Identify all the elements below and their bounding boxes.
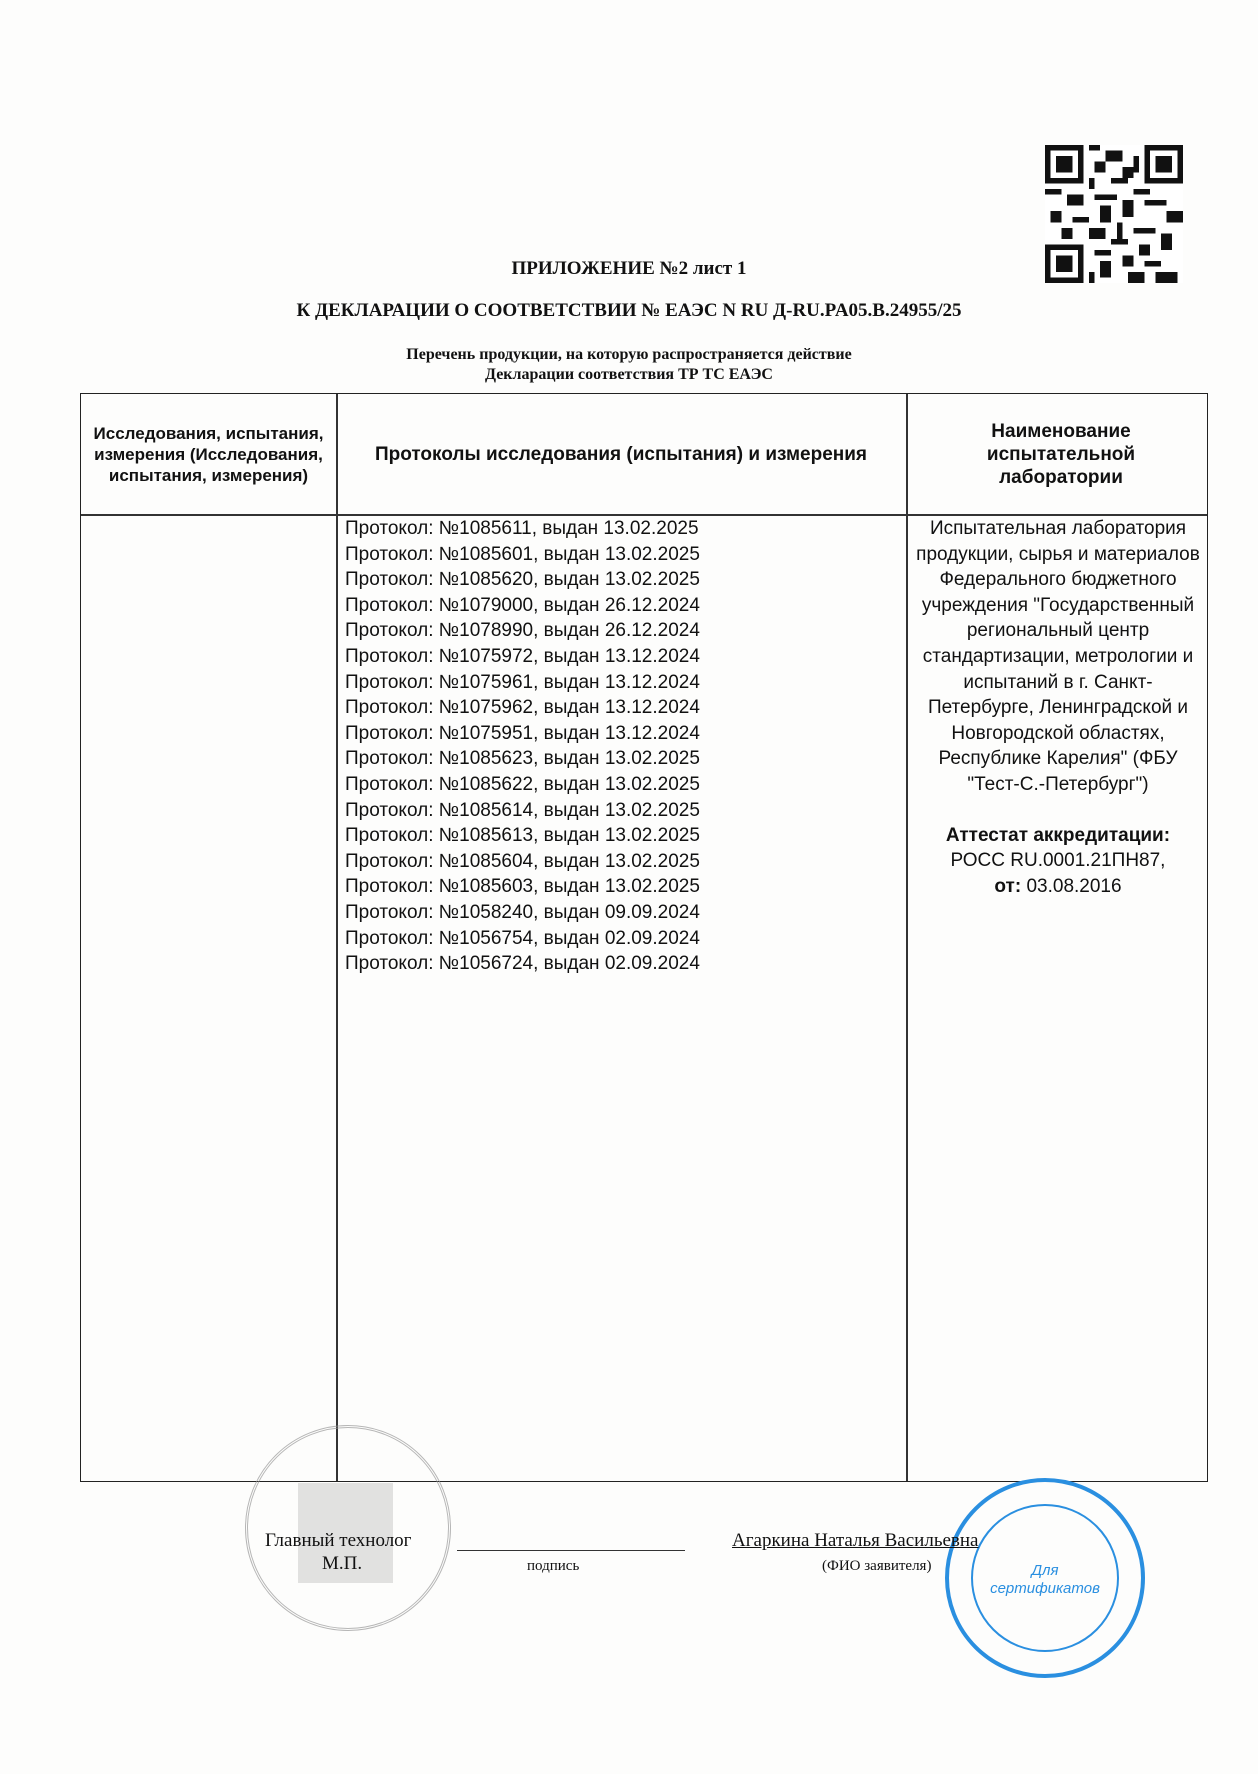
protocol-item: Протокол: №1075951, выдан 13.12.2024 bbox=[345, 722, 700, 744]
subtitle-line-1: Перечень продукции, на которую распространяется действие bbox=[406, 346, 852, 363]
laboratory-info bbox=[908, 516, 1208, 899]
protocol-item: Протокол: №1085622, выдан 13.02.2025 bbox=[345, 773, 700, 795]
protocol-item: Протокол: №1085623, выдан 13.02.2025 bbox=[345, 748, 700, 770]
accreditation-date: 03.08.2016 bbox=[1026, 875, 1122, 897]
protocol-item: Протокол: №1075961, выдан 13.12.2024 bbox=[345, 671, 700, 693]
signatory-position: Главный технолог bbox=[265, 1530, 412, 1551]
applicant-caption: (ФИО заявителя) bbox=[822, 1558, 932, 1574]
laboratory-name: Испытательная лаборатория продукции, сырья и материалов Федерального бюджетного учреждения "Государственный региональный центр стандартизации, метрологии и испытаний в г. Санкт-Петербурге, Ленинградской и Новгородской областях, Республике Карелия" (ФБУ "Тест-С.-Петербург") bbox=[916, 518, 1200, 795]
protocol-item: Протокол: №1056724, выдан 02.09.2024 bbox=[345, 953, 700, 975]
protocol-item: Протокол: №1075972, выдан 13.12.2024 bbox=[345, 645, 700, 667]
protocol-list bbox=[345, 516, 700, 977]
protocol-item: Протокол: №1085601, выдан 13.02.2025 bbox=[345, 543, 700, 565]
applicant-name: Агаркина Наталья Васильевна bbox=[732, 1530, 979, 1551]
accreditation-date-row bbox=[908, 874, 1208, 900]
column-header-protocols: Протоколы исследования (испытания) и измерения bbox=[374, 443, 868, 465]
products-table bbox=[80, 393, 1208, 1482]
stamp-place-label: М.П. bbox=[322, 1553, 363, 1574]
protocol-item: Протокол: №1079000, выдан 26.12.2024 bbox=[345, 594, 700, 616]
subtitle-line-2: Декларации соответствия ТР ТС ЕАЭС bbox=[485, 366, 773, 383]
accreditation-date-label: от: bbox=[994, 875, 1022, 897]
company-seal-left bbox=[245, 1425, 451, 1631]
signature-caption: подпись bbox=[527, 1558, 580, 1574]
protocol-item: Протокол: №1058240, выдан 09.09.2024 bbox=[345, 901, 700, 923]
column-header-laboratory: Наименование испытательной лаборатории bbox=[986, 420, 1136, 488]
column-divider bbox=[336, 394, 338, 1481]
protocol-item: Протокол: №1085611, выдан 13.02.2025 bbox=[345, 518, 699, 539]
protocol-item: Протокол: №1056754, выдан 02.09.2024 bbox=[345, 927, 700, 949]
protocol-item: Протокол: №1085614, выдан 13.02.2025 bbox=[345, 799, 700, 821]
declaration-number: К ДЕКЛАРАЦИИ О СООТВЕТСТВИИ № ЕАЭС N RU Д-RU.PA05.B.24955/25 bbox=[296, 300, 962, 321]
protocol-item: Протокол: №1078990, выдан 26.12.2024 bbox=[345, 620, 700, 642]
protocol-item: Протокол: №1085613, выдан 13.02.2025 bbox=[345, 825, 700, 847]
protocol-item: Протокол: №1085604, выдан 13.02.2025 bbox=[345, 850, 700, 872]
appendix-title: ПРИЛОЖЕНИЕ №2 лист 1 bbox=[511, 258, 747, 279]
subtitle bbox=[0, 345, 1258, 385]
protocol-item: Протокол: №1085620, выдан 13.02.2025 bbox=[345, 569, 700, 591]
accreditation-number: РОСС RU.0001.21ПН87, bbox=[950, 850, 1166, 872]
protocol-item: Протокол: №1085603, выдан 13.02.2025 bbox=[345, 876, 700, 898]
signature-line bbox=[457, 1550, 685, 1551]
accreditation-label: Аттестат аккредитации: bbox=[945, 824, 1171, 846]
protocol-item: Протокол: №1075962, выдан 13.12.2024 bbox=[345, 697, 700, 719]
column-header-research: Исследования, испытания, измерения (Исследования, испытания, измерения) bbox=[93, 423, 324, 485]
company-seal-right: Для сертификатов bbox=[945, 1478, 1145, 1678]
